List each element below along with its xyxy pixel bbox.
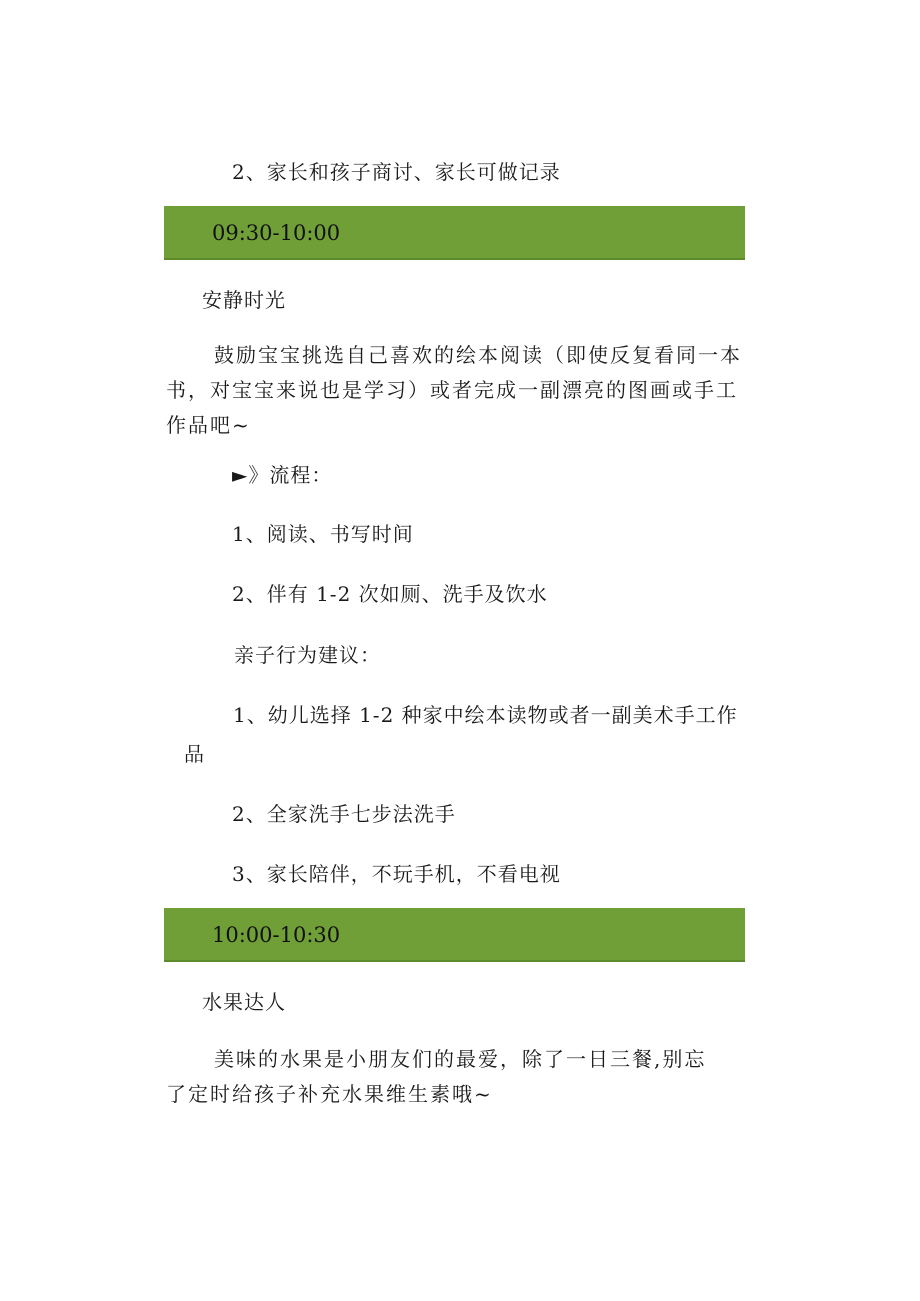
time-band-2: [164, 908, 745, 962]
intro-step-2: 2、家长和孩子商讨、家长可做记录: [232, 160, 561, 184]
section-1-title: 安静时光: [202, 288, 286, 312]
advice-item-3: 3、家长陪伴，不玩手机，不看电视: [232, 862, 561, 886]
process-heading: ►》流程：: [232, 463, 333, 487]
section-2-title: 水果达人: [202, 990, 286, 1014]
advice-item-1: 1、幼儿选择 1-2 种家中绘本读物或者一副美术手工作: [233, 703, 738, 727]
time-label-2: 10:00-10:30: [212, 923, 341, 947]
section-1-description: 鼓励宝宝挑选自己喜欢的绘本阅读（即使反复看同一本书，对宝宝来说也是学习）或者完成一副漂亮的图画或手工作品吧~: [166, 343, 742, 437]
advice-item-2: 2、全家洗手七步法洗手: [232, 802, 456, 826]
process-item-1: 1、阅读、书写时间: [232, 522, 414, 546]
advice-heading: 亲子行为建议：: [234, 643, 381, 667]
advice-item-1-continued: 品: [184, 742, 205, 766]
time-label-1: 09:30-10:00: [212, 221, 341, 245]
section-2-description: 美味的水果是小朋友们的最爱，除了一日三餐,别忘了定时给孩子补充水果维生素哦~: [166, 1047, 707, 1106]
time-band-1: [164, 206, 745, 260]
process-item-2: 2、伴有 1-2 次如厕、洗手及饮水: [232, 582, 548, 606]
